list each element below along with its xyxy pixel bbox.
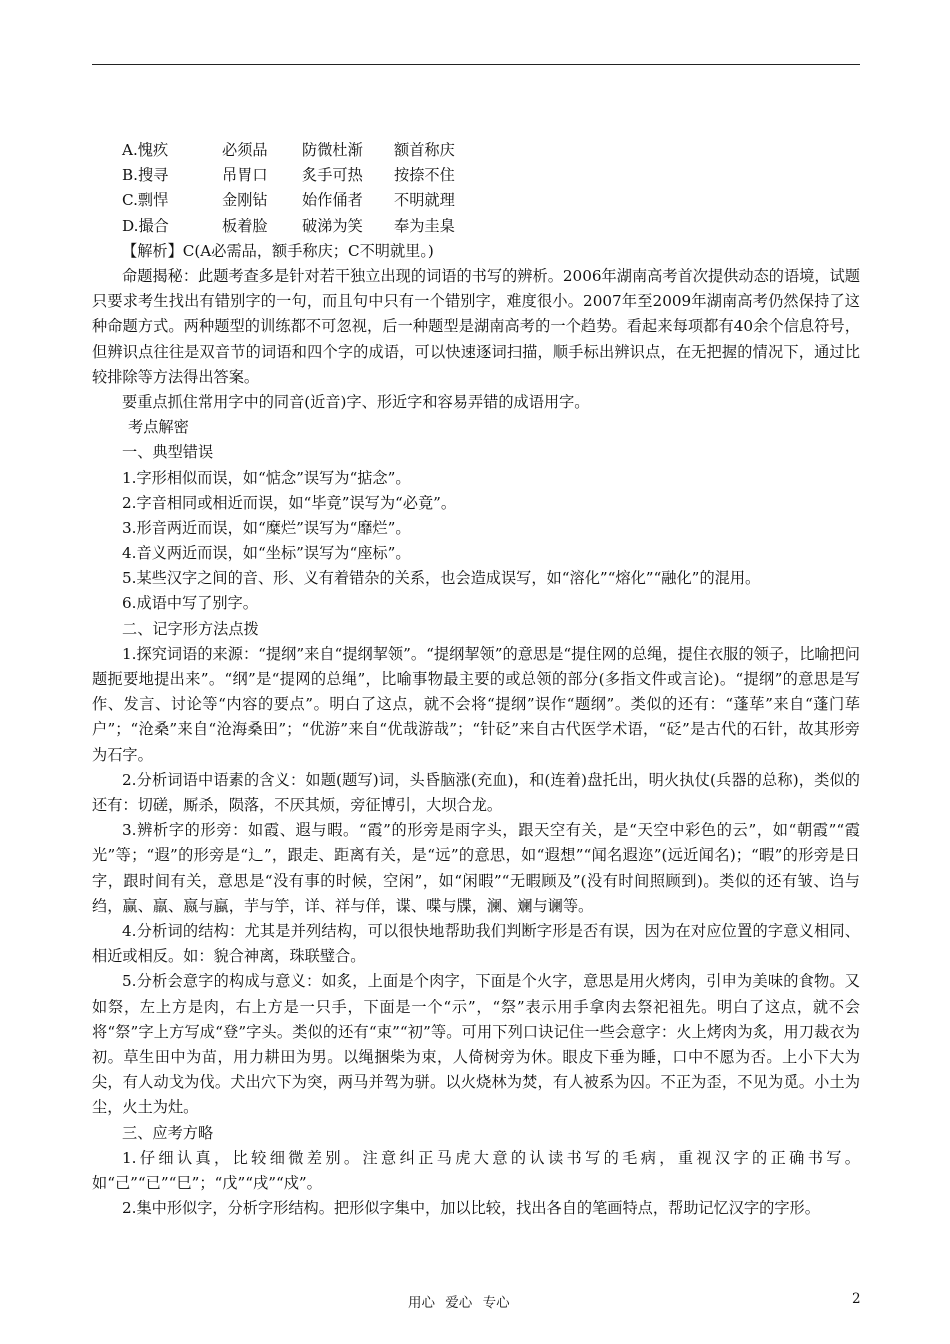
page-number: 2 xyxy=(852,1291,861,1307)
footer-motto: 用心 爱心 专心 xyxy=(408,1295,510,1311)
focus-line: 要重点抓住常用字中的同音(近音)字、形近字和容易弄错的成语用字。 xyxy=(122,392,590,411)
error-item: 1.字形相似而误，如“惦念”误写为“掂念”。 xyxy=(122,468,411,487)
error-item: 3.形音两近而误，如“糜烂”误写为“靡烂”。 xyxy=(122,518,411,537)
method-item: 5.分析会意字的构成与意义：如炙，上面是个肉字，下面是个火字，意思是用火烤肉，引申为美味的食物。又如祭，左上方是肉，右上方是一只手，下面是一个“示”，“祭”表示用手拿肉去祭祀祖先。明白了这点，就不会将“祭”字上方写成“登”字头。类似的还有“束”“初”等。可用下列口诀记住一些会意字：火上烤肉为炙，用刀裁衣为初。草生田中为苗，用力耕田为男。以绳捆柴为束，人倚树旁为休。眼皮下垂为睡，口中不愿为否。上小下大为尖，有人动戈为伐。犬出穴下为突，两马并驾为骈。以火烧林为焚，有人被系为囚。不正为歪，不见为觅。小土为尘，火土为灶。 xyxy=(92,972,860,1117)
analysis-line: 【解析】C(A必需品，额手称庆；C不明就里。) xyxy=(122,241,434,260)
method-item: 4.分析词的结构：尤其是并列结构，可以很快地帮助我们判断字形是否有误，因为在对应位置的字意义相同、相近或相反。如：貌合神离，珠联璧合。 xyxy=(92,922,860,966)
header-rule xyxy=(92,64,860,65)
heading-typical-errors: 一、典型错误 xyxy=(122,443,214,462)
method-item: 2.分析词语中语素的含义：如题(题写)词，头昏脑涨(充血)，和(连着)盘托出，明火执仗(兵器的总称)，类似的还有：切磋，厮杀，陨落，不厌其烦，旁征博引，大坝合龙。 xyxy=(92,770,860,815)
error-item: 2.字音相同或相近而误，如“毕竟”误写为“必竟”。 xyxy=(122,493,457,512)
strategy-item: 1.仔细认真，比较细微差别。注意纠正马虎大意的认读书写的毛病，重视汉字的正确书写。如“己”“已”“巳”；“戊”“戌”“戍”。 xyxy=(92,1148,860,1193)
error-item: 4.音义两近而误，如“坐标”误写为“座标”。 xyxy=(122,544,411,563)
option-b: B.搜寻 吊胃口 炙手可热 按捺不住 xyxy=(122,166,455,185)
option-a: A.愧疚 必须品 防微杜渐 额首称庆 xyxy=(122,141,455,159)
method-item: 1.探究词语的来源：“提纲”来自“提纲挈领”。“提纲挈领”的意思是“提住网的总绳，提住衣服的领子，比喻把问题扼要地提出来”。“纲”是“提网的总绳”，比喻事物最主要的或总领的部分(多指文件或言论)。“提纲”的意思是写作、发言、讨论等“内容的要点”。明白了这点，就不会将“提纲”误作“题纲”。类似的还有：“蓬荜”来自“蓬门荜户”；“沧桑”来自“沧海桑田”；“优游”来自“优哉游哉”；“针砭”来自古代医学术语，“砭”是古代的石针，故其形旁为石字。 xyxy=(92,644,860,764)
heading-methods: 二、记字形方法点拨 xyxy=(122,619,259,638)
document-body xyxy=(92,138,860,1221)
error-item: 6.成语中写了别字。 xyxy=(122,594,258,613)
option-c: C.剽悍 金刚钻 始作俑者 不明就理 xyxy=(122,191,455,210)
reveal-paragraph: 命题揭秘：此题考查多是针对若干独立出现的词语的书写的辨析。2006年湖南高考首次提供动态的语境，试题只要求考生找出有错别字的一句，而且句中只有一个错别字，难度很小。2007年至2009年湖南高考仍然保持了这种命题方式。两种题型的训练都不可忽视，后一种题型是湖南高考的一个趋势。看起来每项都有40余个信息符号，但辨识点往往是双音节的词语和四个字的成语，可以快速逐词扫描，顺手标出辨识点，在无把握的情况下，通过比较排除等方法得出答案。 xyxy=(92,266,860,386)
method-item: 3.辨析字的形旁：如霞、遐与暇。“霞”的形旁是雨字头，跟天空有关，是“天空中彩色的云”，如“朝霞”“霞光”等；“遐”的形旁是“辶”，跟走、距离有关，是“远”的意思，如“遐想”“闻名遐迩”(远近闻名)；“暇”的形旁是日字，跟时间有关，意思是“没有事的时候，空闲”，如“闲暇”“无暇顾及”(没有时间照顾到)。类似的还有皱、诌与绉，赢、羸、嬴与蠃，芋与竽，详、祥与佯，谍、喋与牒，澜、斓与谰等。 xyxy=(92,821,860,915)
strategy-item: 2.集中形似字，分析字形结构。把形似字集中，加以比较，找出各自的笔画特点，帮助记忆汉字的字形。 xyxy=(122,1199,820,1218)
error-item: 5.某些汉字之间的音、形、义有着错杂的关系，也会造成误写，如“溶化”“熔化”“融化”的混用。 xyxy=(122,569,761,588)
heading-strategies: 三、应考方略 xyxy=(122,1123,214,1142)
section-title: 考点解密 xyxy=(128,418,189,437)
option-d: D.撮合 板着脸 破涕为笑 奉为圭臬 xyxy=(122,216,455,235)
